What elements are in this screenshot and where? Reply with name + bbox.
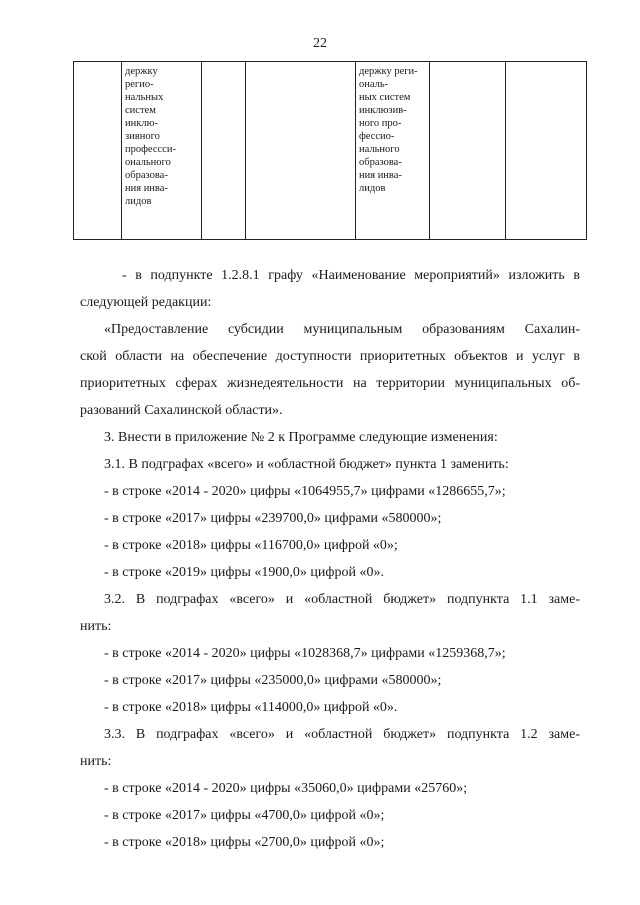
col5-line: лидов <box>359 183 386 194</box>
table-cell-2 <box>122 62 202 240</box>
para-13-line-2: нить: <box>80 754 112 769</box>
para-4: 3.1. В подграфах «всего» и «областной бюджет» пункта 1 заменить: <box>104 457 509 472</box>
continuation-table <box>73 61 587 240</box>
table-cell-1 <box>74 62 122 240</box>
para-12: - в строке «2018» цифры «114000,0» цифрой «0». <box>104 700 398 715</box>
col2-line: образова- <box>125 170 168 181</box>
col5-line: держку реги- <box>359 66 418 77</box>
para-9-line-1: 3.2. В подграфах «всего» и «областной бюджет» подпункта 1.1 заме- <box>104 592 580 607</box>
para-9-line-2: нить: <box>80 619 112 634</box>
col5-line: нального <box>359 144 400 155</box>
col2-line: профессси- <box>125 144 176 155</box>
para-1-line-1: - в подпункте 1.2.8.1 графу «Наименование мероприятий» изложить в <box>122 268 580 283</box>
col5-line: ния инва- <box>359 170 402 181</box>
col2-line: держку <box>125 66 158 77</box>
table-cell-4 <box>246 62 356 240</box>
para-10: - в строке «2014 - 2020» цифры «1028368,7» цифрами «1259368,7»; <box>104 646 506 661</box>
para-16: - в строке «2018» цифры «2700,0» цифрой «0»; <box>104 835 385 850</box>
col2-line: ния инва- <box>125 183 168 194</box>
col2-line: зивного <box>125 131 160 142</box>
para-15: - в строке «2017» цифры «4700,0» цифрой «0»; <box>104 808 385 823</box>
para-2-line-2: ской области на обеспечение доступности приоритетных объектов и услуг в <box>80 349 580 364</box>
col5-line: ного про- <box>359 118 402 129</box>
para-8: - в строке «2019» цифры «1900,0» цифрой «0». <box>104 565 384 580</box>
para-11: - в строке «2017» цифры «235000,0» цифрами «580000»; <box>104 673 442 688</box>
para-14: - в строке «2014 - 2020» цифры «35060,0» цифрами «25760»; <box>104 781 468 796</box>
col5-line: ональ- <box>359 79 389 90</box>
table-cell-5 <box>356 62 430 240</box>
col5-line: образова- <box>359 157 402 168</box>
table-row <box>74 62 587 240</box>
para-5: - в строке «2014 - 2020» цифры «1064955,7» цифрами «1286655,7»; <box>104 484 506 499</box>
table-cell-6 <box>430 62 506 240</box>
col2-line: онального <box>125 157 171 168</box>
para-2-line-3: приоритетных сферах жизнедеятельности на территории муниципальных об- <box>80 376 580 391</box>
para-1-line-2: следующей редакции: <box>80 295 212 310</box>
col5-line: инклюзив- <box>359 105 407 116</box>
col2-line: инклю- <box>125 118 158 129</box>
para-6: - в строке «2017» цифры «239700,0» цифрами «580000»; <box>104 511 442 526</box>
para-3: 3. Внести в приложение № 2 к Программе следующие изменения: <box>104 430 498 445</box>
para-2-line-4: разований Сахалинской области». <box>80 403 283 418</box>
para-7: - в строке «2018» цифры «116700,0» цифрой «0»; <box>104 538 398 553</box>
col5-line: фессио- <box>359 131 395 142</box>
col2-line: лидов <box>125 196 152 207</box>
col2-line: нальных <box>125 92 164 103</box>
col5-line: ных систем <box>359 92 411 103</box>
col2-line: систем <box>125 105 156 116</box>
para-2-line-1: «Предоставление субсидии муниципальным образованиям Сахалин- <box>104 322 580 337</box>
page-number: 22 <box>313 36 327 51</box>
para-13-line-1: 3.3. В подграфах «всего» и «областной бюджет» подпункта 1.2 заме- <box>104 727 580 742</box>
table-cell-3 <box>202 62 246 240</box>
table-cell-7 <box>506 62 587 240</box>
col2-line: регио- <box>125 79 154 90</box>
